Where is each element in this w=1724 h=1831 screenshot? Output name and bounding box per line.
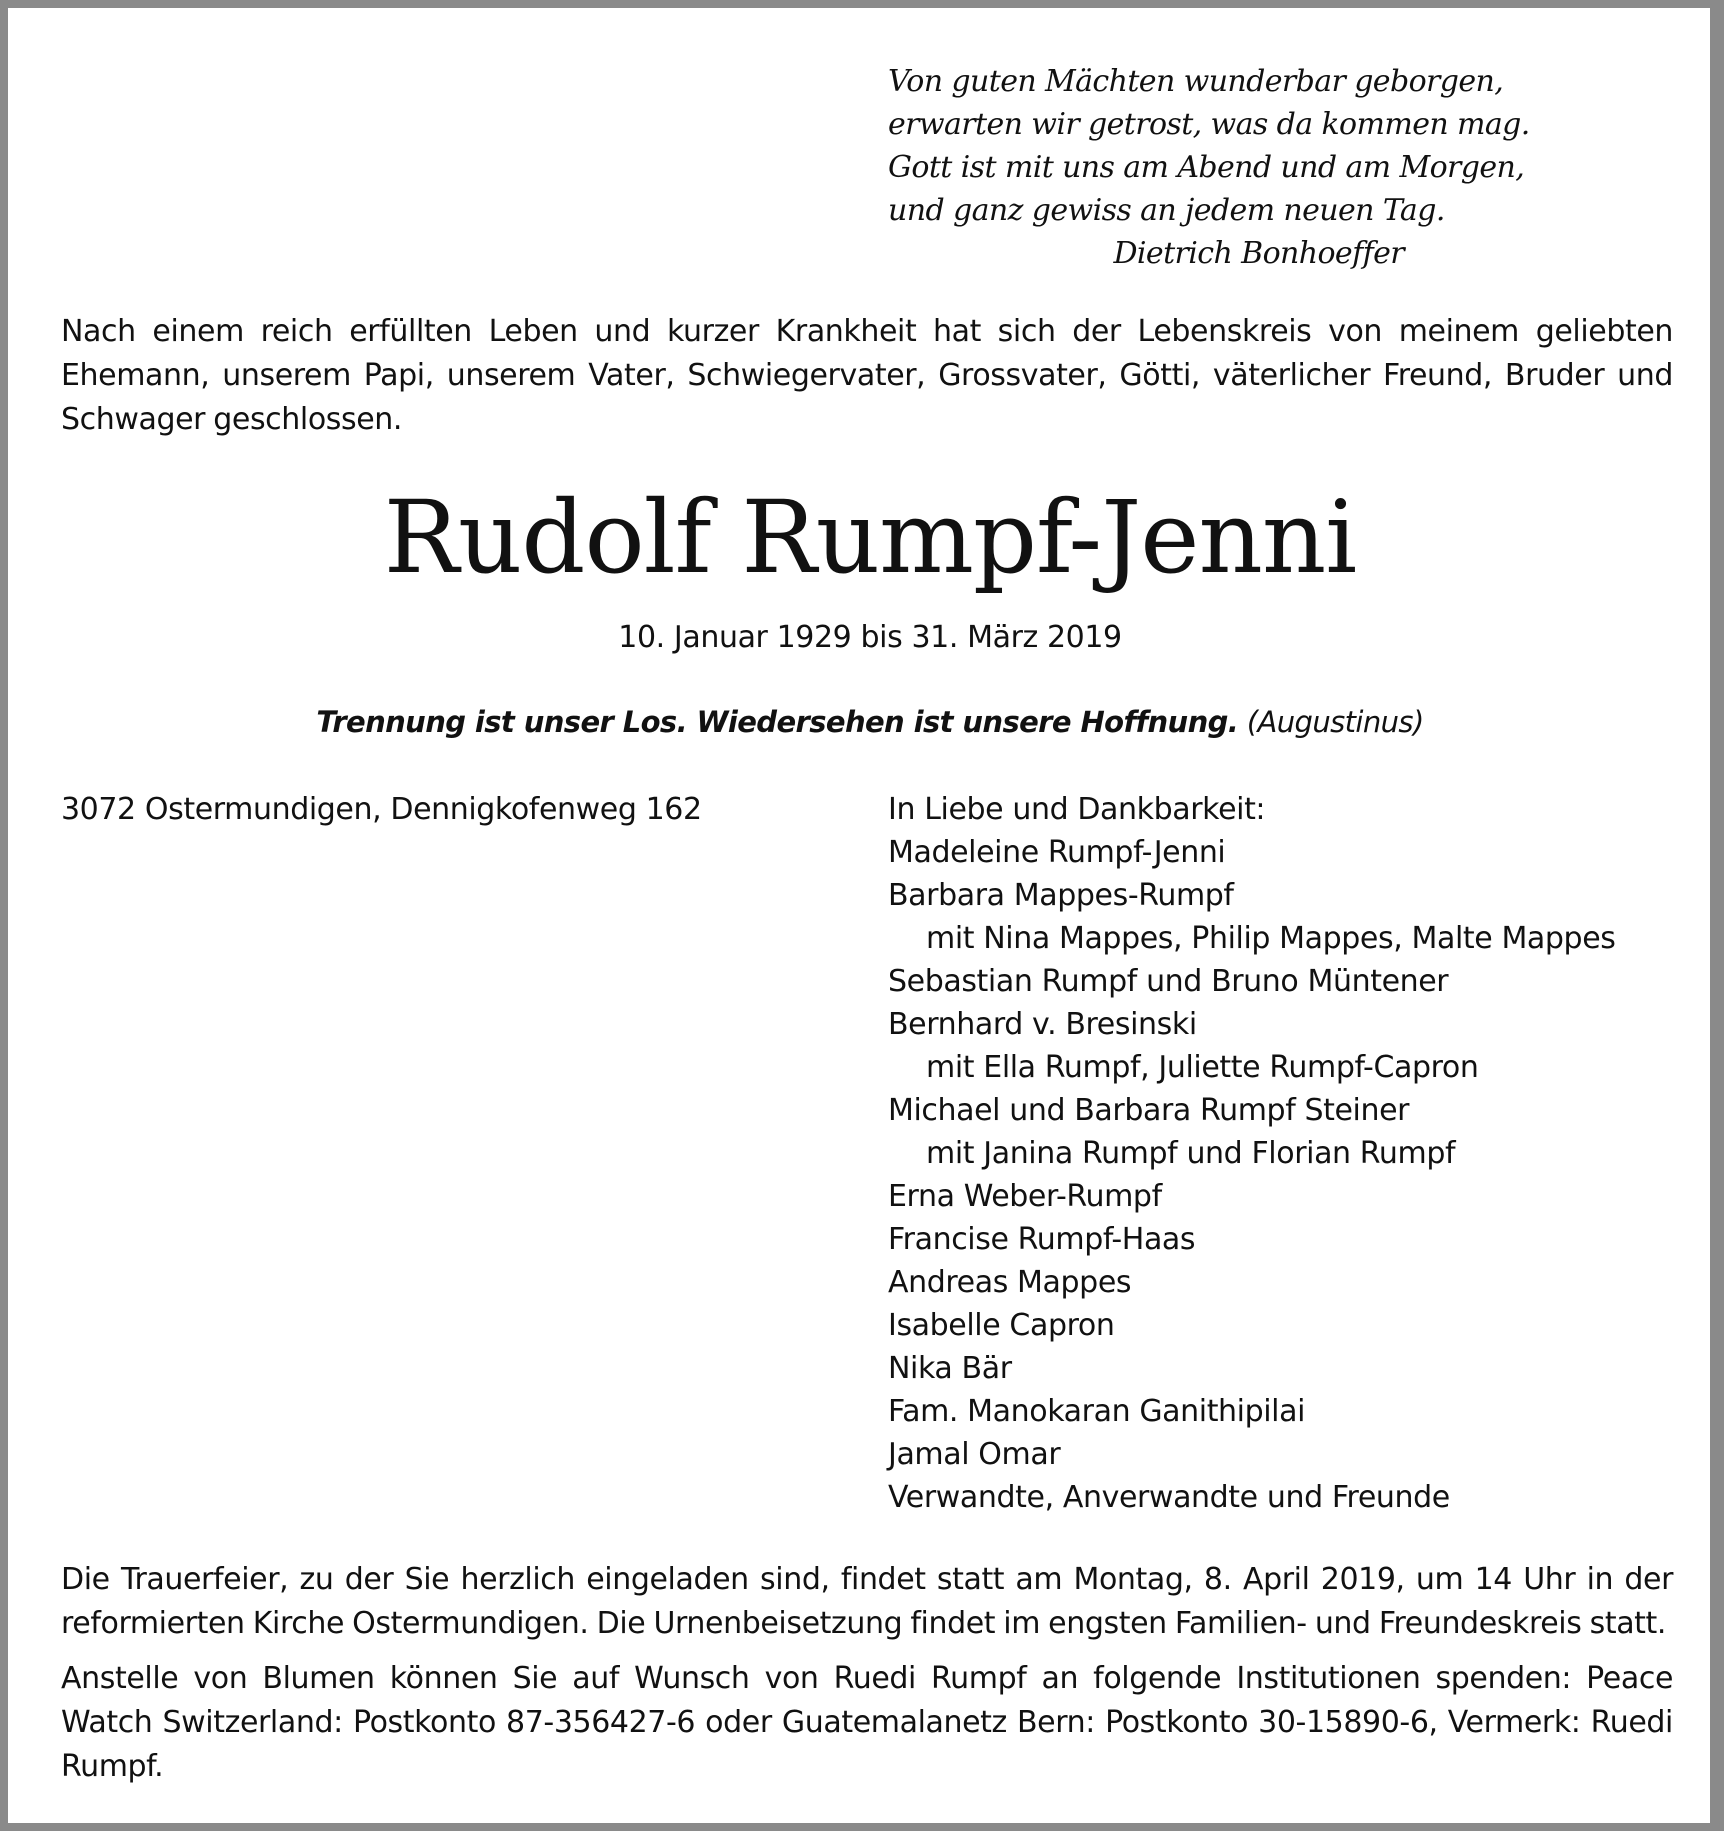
mourner-item: Andreas Mappes [888,1265,1132,1300]
mourner-subitem: mit Janina Rumpf und Florian Rumpf [926,1136,1456,1171]
quote-line: und ganz gewiss an jedem neuen Tag. [888,193,1445,228]
mourners-heading: In Liebe und Dankbarkeit: [888,792,1266,827]
motto-text: Trennung ist unser Los. Wiedersehen ist unsere Hoffnung. [316,705,1239,739]
intro-paragraph: Nach einem reich erfüllten Leben und kurzer Krankheit hat sich der Lebenskreis von meinem geliebten Ehemann, unserem Papi, unserem Vater, Schwiegervater, Grossvater, Götti, väterlicher Freund, Bruder und Schwager geschlossen. [61,314,1673,437]
mourner-item: Erna Weber-Rumpf [888,1179,1162,1214]
quote-line: Von guten Mächten wunderbar geborgen, [888,64,1504,99]
quote-line: Gott ist mit uns am Abend und am Morgen, [888,150,1525,185]
mourner-item: Isabelle Capron [888,1308,1115,1343]
family-address: 3072 Ostermundigen, Dennigkofenweg 162 [61,792,702,827]
bonhoeffer-quote [888,60,1530,275]
mourner-item: Fam. Manokaran Ganithipilai [888,1394,1306,1429]
donation-info: Anstelle von Blumen können Sie auf Wunsch von Ruedi Rumpf an folgende Institutionen spenden: Peace Watch Switzerland: Postkonto 87-356427-6 oder Guatemalanetz Bern: Postkonto 30-15890-6, Vermerk: Ruedi Rumpf. [61,1661,1673,1784]
mourner-item: Jamal Omar [888,1437,1061,1472]
obituary-page [8,8,1710,1823]
motto-source: (Augustinus) [1246,705,1424,739]
mourner-item: Francise Rumpf-Haas [888,1222,1196,1257]
mourner-item: Sebastian Rumpf und Bruno Müntener [888,964,1449,999]
mourner-item: Michael und Barbara Rumpf Steiner [888,1093,1410,1128]
mourners-list [888,788,1688,1519]
mourner-subitem: mit Ella Rumpf, Juliette Rumpf-Capron [926,1050,1479,1085]
mourner-subitem: mit Nina Mappes, Philip Mappes, Malte Mappes [926,921,1616,956]
mourner-item: Nika Bär [888,1351,1012,1386]
life-dates: 10. Januar 1929 bis 31. März 2019 [618,620,1122,655]
motto [8,702,1724,742]
mourner-item: Madeleine Rumpf-Jenni [888,835,1226,870]
quote-line: erwarten wir getrost, was da kommen mag. [888,107,1530,142]
mourner-item: Bernhard v. Bresinski [888,1007,1197,1042]
funeral-info: Die Trauerfeier, zu der Sie herzlich eingeladen sind, findet statt am Montag, 8. April 2019, um 14 Uhr in der reformierten Kirche Ostermundigen. Die Urnenbeisetzung findet im engsten Familien- und Freundeskreis statt. [61,1562,1673,1641]
quote-author: Dietrich Bonhoeffer [1113,236,1404,271]
deceased-name: Rudolf Rumpf-Jenni [383,479,1357,596]
mourner-item: Verwandte, Anverwandte und Freunde [888,1480,1450,1515]
mourner-item: Barbara Mappes-Rumpf [888,878,1234,913]
